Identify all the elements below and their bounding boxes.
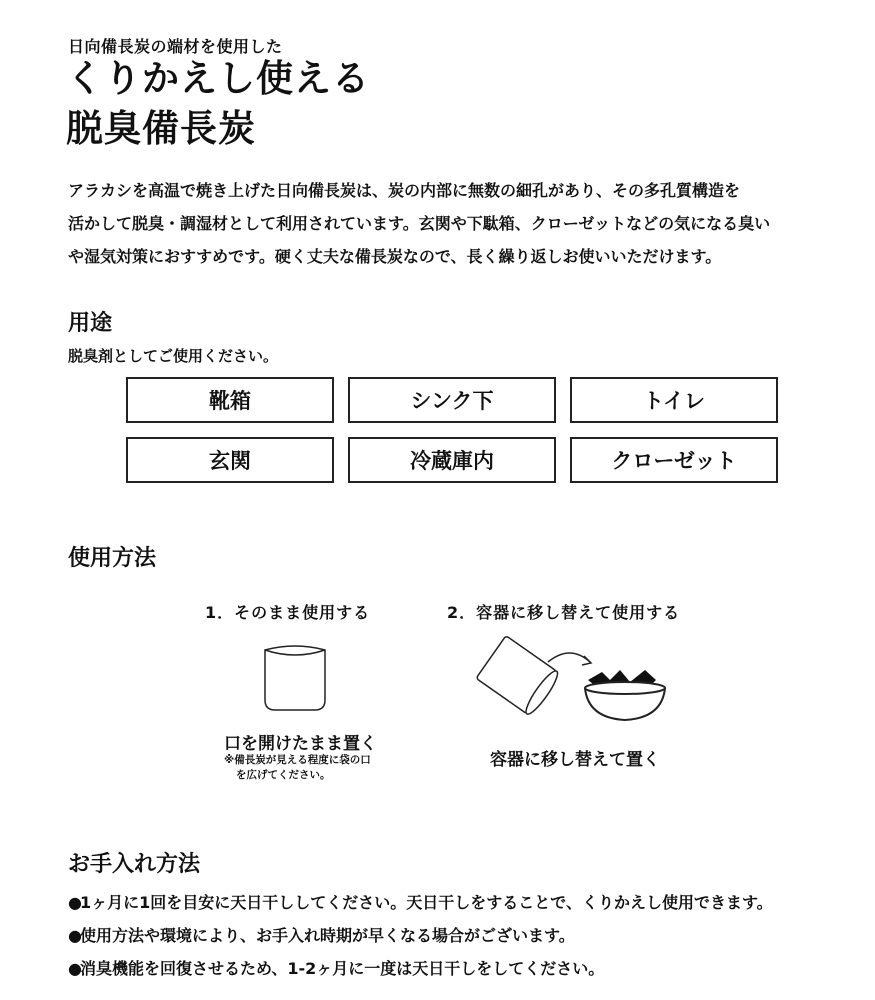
usage-heading: 用途: [68, 311, 113, 336]
bullet-icon: ●: [68, 959, 82, 978]
step1-note: [224, 753, 371, 783]
intro-line: 活かして脱臭・調湿材として利用されています。玄関や下駄箱、クローゼットなどの気になる臭い: [68, 214, 771, 233]
care-item-text: 使用方法や環境により、お手入れ時期が早くなる場合がございます。: [80, 926, 575, 945]
step2-caption: 容器に移し替えて置く: [490, 750, 660, 770]
kicker-text: 日向備長炭の端材を使用した: [68, 37, 283, 56]
intro-line: や湿気対策におすすめです。硬く丈夫な備長炭なので、長く繰り返しお使いいただけます。: [68, 247, 722, 266]
bullet-icon: ●: [68, 893, 82, 912]
usage-subtitle: 脱臭剤としてご使用ください。: [68, 347, 279, 365]
step2-title: 2．容器に移し替えて使用する: [447, 603, 681, 622]
usage-grid: [126, 377, 778, 483]
page-title-line2: 脱臭備長炭: [66, 107, 256, 150]
usage-item-closet: クローゼット: [570, 437, 778, 483]
usage-item-entrance: 玄関: [126, 437, 334, 483]
usage-item-toilet: トイレ: [570, 377, 778, 423]
usage-item-under-sink: シンク下: [348, 377, 556, 423]
method-heading: 使用方法: [68, 546, 157, 571]
usage-item-refrigerator: 冷蔵庫内: [348, 437, 556, 483]
care-item-text: 1ヶ月に1回を目安に天日干ししてください。天日干しをすることで、くりかえし使用できます。: [80, 893, 773, 912]
care-list: [68, 886, 773, 985]
usage-item-shoe-box: 靴箱: [126, 377, 334, 423]
intro-paragraph: [68, 174, 828, 273]
step1-note-line: ※備長炭が見える程度に袋の口: [224, 754, 371, 766]
care-item-text: 消臭機能を回復させるため、1-2ヶ月に一度は天日干しをしてください。: [80, 959, 605, 978]
intro-line: アラカシを高温で焼き上げた日向備長炭は、炭の内部に無数の細孔があり、その多孔質構造を: [68, 181, 741, 200]
transfer-to-container-icon: [470, 630, 680, 725]
step1-title: 1．そのまま使用する: [205, 603, 371, 622]
step1-caption: 口を開けたまま置く: [224, 734, 377, 754]
page-title-line1: くりかえし使える: [66, 57, 370, 100]
care-list-item: [68, 952, 773, 985]
care-list-item: [68, 886, 773, 919]
care-heading: お手入れ方法: [68, 852, 201, 877]
care-list-item: [68, 919, 773, 952]
open-bag-icon: [255, 640, 335, 720]
bullet-icon: ●: [68, 926, 82, 945]
step1-note-line: を広げてください。: [236, 769, 331, 781]
